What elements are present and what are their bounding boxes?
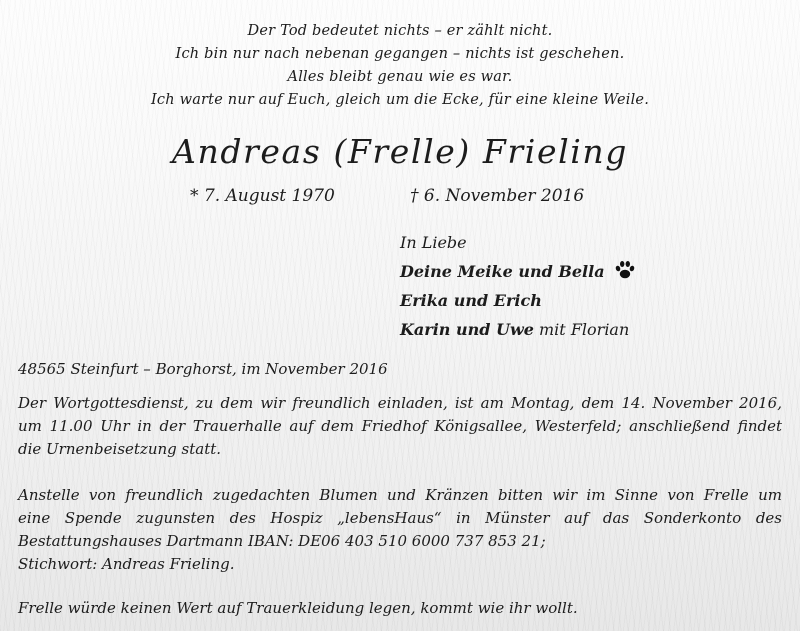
poem-line: Alles bleibt genau wie es war. — [287, 69, 513, 85]
poem-line: Ich warte nur auf Euch, gleich um die Ecke, für eine kleine Weile. — [150, 92, 649, 108]
paragraph-line: Bestattungshauses Dartmann IBAN: DE06 403 510 6000 737 853 21; — [18, 532, 546, 550]
mourner-line — [400, 257, 636, 286]
mourner-addition: mit Florian — [533, 320, 630, 339]
dress-code-note: Frelle würde keinen Wert auf Trauerkleidung legen, kommt wie ihr wollt. — [18, 599, 578, 617]
paragraph-line: Der Wortgottesdienst, zu dem wir freundlich einladen, ist am Montag, dem 14. November 2016, — [18, 394, 782, 412]
poem-line: Der Tod bedeutet nichts – er zählt nicht. — [247, 23, 553, 39]
poem — [0, 20, 800, 112]
mourner-name: Deine Meike und Bella — [400, 262, 605, 281]
mourners-list — [400, 228, 636, 344]
paragraph-line: Anstelle von freundlich zugedachten Blumen und Kränzen bitten wir im Sinne von Frelle um — [18, 486, 782, 504]
birth-date: * 7. August 1970 — [190, 186, 335, 206]
mourner-name: Karin und Uwe — [400, 320, 534, 339]
mourner-line — [400, 315, 636, 344]
poem-line: Ich bin nur nach nebenan gegangen – nichts ist geschehen. — [175, 46, 625, 62]
paragraph-line: um 11.00 Uhr in der Trauerhalle auf dem Friedhof Königsallee, Westerfeld; anschließend findet — [18, 417, 782, 435]
paragraph-line: Stichwort: Andreas Frieling. — [18, 555, 235, 573]
paw-print-icon — [614, 260, 636, 280]
deceased-name: Andreas (Frelle) Frieling — [172, 132, 628, 171]
paragraph-line: eine Spende zugunsten des Hospiz „lebensHaus“ in Münster auf das Sonderkonto des — [18, 509, 782, 527]
place-and-date: 48565 Steinfurt – Borghorst, im November 2016 — [18, 360, 388, 378]
donation-paragraph — [18, 484, 782, 576]
paragraph-line: die Urnenbeisetzung statt. — [18, 440, 222, 458]
mourner-line: Erika und Erich — [400, 291, 542, 310]
funeral-service-paragraph — [18, 392, 782, 461]
death-date: † 6. November 2016 — [410, 186, 585, 206]
mourners-intro: In Liebe — [400, 233, 467, 252]
